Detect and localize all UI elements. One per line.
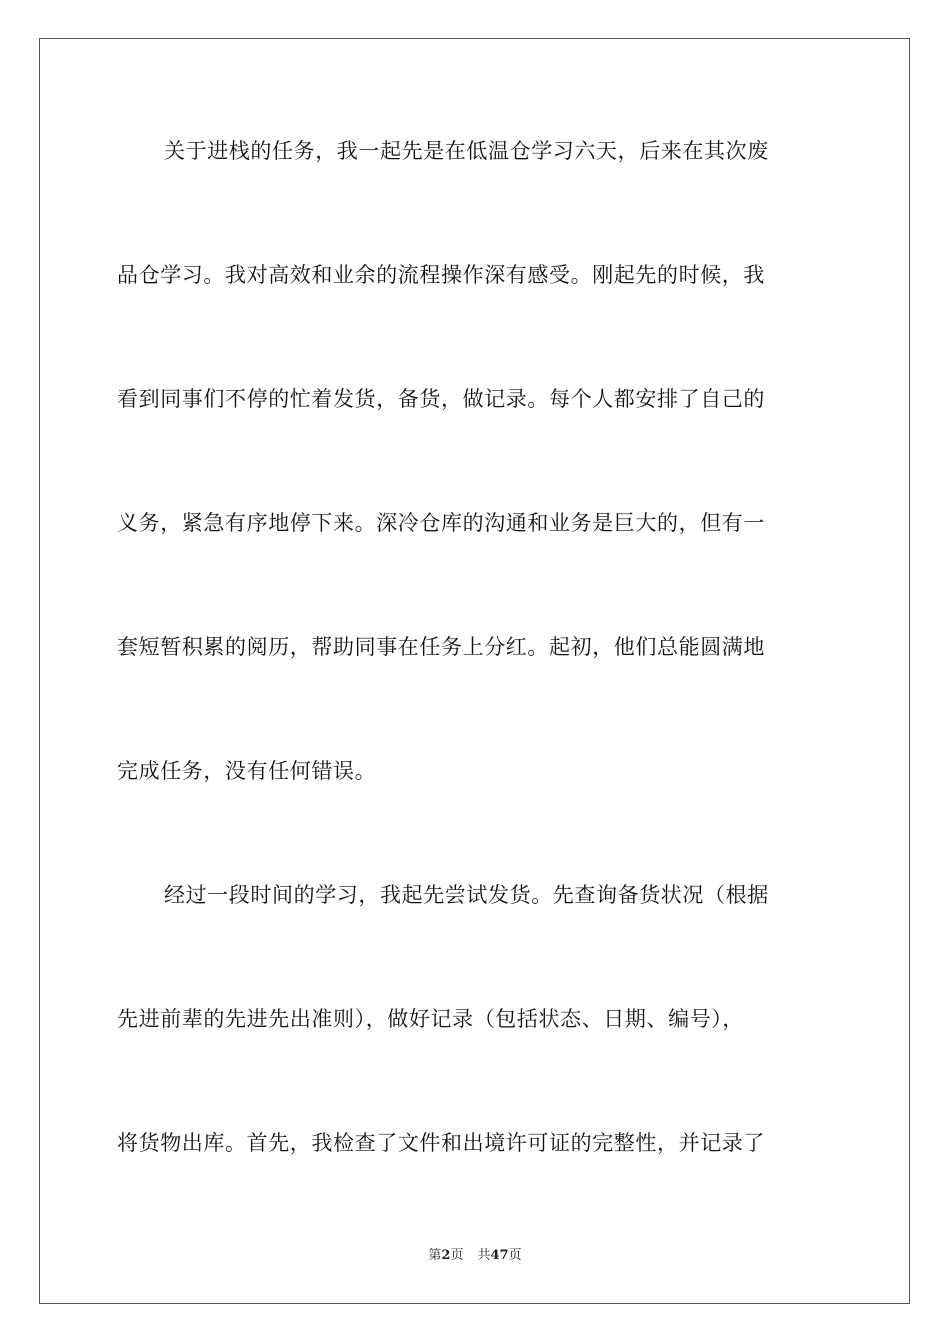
text-line: 经过一段时间的学习，我起先尝试发货。先查询备货状况（根据: [164, 883, 769, 907]
text-line: 先进前辈的先进先出准则），做好记录（包括状态、日期、编号），: [117, 1007, 744, 1031]
page-footer: [0, 1247, 950, 1265]
page-prefix: 第: [428, 1248, 442, 1263]
total-pages: 47: [490, 1248, 509, 1263]
text-line: 品仓学习。我对高效和业余的流程操作深有感受。刚起先的时候，我: [117, 263, 765, 287]
text-line: 义务，紧急有序地停下来。深冷仓库的沟通和业务是巨大的，但有一: [117, 511, 765, 535]
page-suffix: 页: [450, 1248, 464, 1263]
page-border: [39, 38, 910, 1304]
text-line: 完成任务，没有任何错误。: [117, 759, 377, 783]
page-number: 2: [441, 1248, 451, 1263]
text-line: 将货物出库。首先，我检查了文件和出境许可证的完整性，并记录了: [117, 1131, 765, 1155]
text-line: 套短暂积累的阅历，帮助同事在任务上分红。起初，他们总能圆满地: [117, 635, 765, 659]
text-line: 看到同事们不停的忙着发货，备货，做记录。每个人都安排了自己的: [117, 387, 765, 411]
text-line: 关于进栈的任务，我一起先是在低温仓学习六天，后来在其次废: [164, 139, 769, 163]
total-prefix: 共: [477, 1248, 491, 1263]
total-suffix: 页: [508, 1248, 522, 1263]
